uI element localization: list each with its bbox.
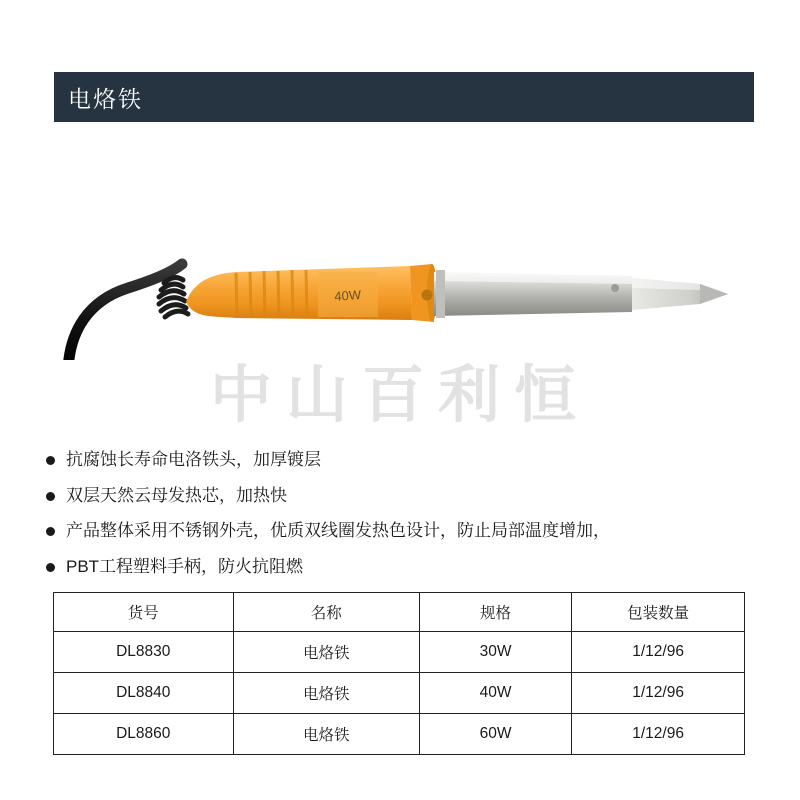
- cell-spec: 30W: [419, 632, 571, 673]
- table-row: [54, 673, 745, 714]
- iron-handle: [186, 264, 437, 322]
- column-header-packing: 包装数量: [572, 593, 745, 632]
- table-row: [54, 714, 745, 755]
- cell-spec: 40W: [419, 673, 571, 714]
- iron-barrel: [434, 270, 632, 318]
- feature-list: [46, 448, 758, 591]
- feature-text: PBT工程塑料手柄，防火抗阻燃: [66, 556, 304, 576]
- product-image-area: [0, 130, 800, 430]
- bullet-icon: [46, 456, 55, 465]
- table-header-row: [54, 593, 745, 632]
- table-row: [54, 632, 745, 673]
- cell-spec: 60W: [419, 714, 571, 755]
- bullet-icon: [46, 563, 55, 572]
- cell-packing: 1/12/96: [572, 714, 745, 755]
- watermark-text: 中山百利恒: [209, 361, 590, 430]
- handle-wattage-label: 40W: [333, 287, 362, 304]
- cell-model: DL8860: [54, 714, 234, 755]
- cell-packing: 1/12/96: [572, 632, 745, 673]
- soldering-iron-illustration: [60, 220, 740, 360]
- list-item: [46, 519, 758, 544]
- column-header-name: 名称: [233, 593, 419, 632]
- column-header-spec: 规格: [419, 593, 571, 632]
- list-item: [46, 448, 758, 473]
- bullet-icon: [46, 527, 55, 536]
- page-title: 电烙铁: [68, 85, 143, 112]
- list-item: [46, 555, 758, 580]
- cell-packing: 1/12/96: [572, 673, 745, 714]
- list-item: [46, 484, 758, 509]
- cell-name: 电烙铁: [233, 632, 419, 673]
- specification-table: [53, 592, 745, 755]
- cell-model: DL8840: [54, 673, 234, 714]
- iron-tip: [632, 278, 728, 310]
- page-header: [46, 72, 754, 122]
- cell-model: DL8830: [54, 632, 234, 673]
- feature-text: 抗腐蚀长寿命电洛铁头，加厚镀层: [66, 450, 321, 469]
- feature-text: 双层天然云母发热芯，加热快: [66, 485, 287, 505]
- cell-name: 电烙铁: [233, 714, 419, 755]
- feature-text: 产品整体采用不锈钢外壳，优质双线圈发热色设计，防止局部温度增加，: [66, 521, 610, 541]
- cell-name: 电烙铁: [233, 673, 419, 714]
- header-accent-bar: [46, 72, 54, 122]
- column-header-model: 货号: [54, 593, 234, 632]
- cord-strain-relief: [159, 278, 188, 317]
- bullet-icon: [46, 492, 55, 501]
